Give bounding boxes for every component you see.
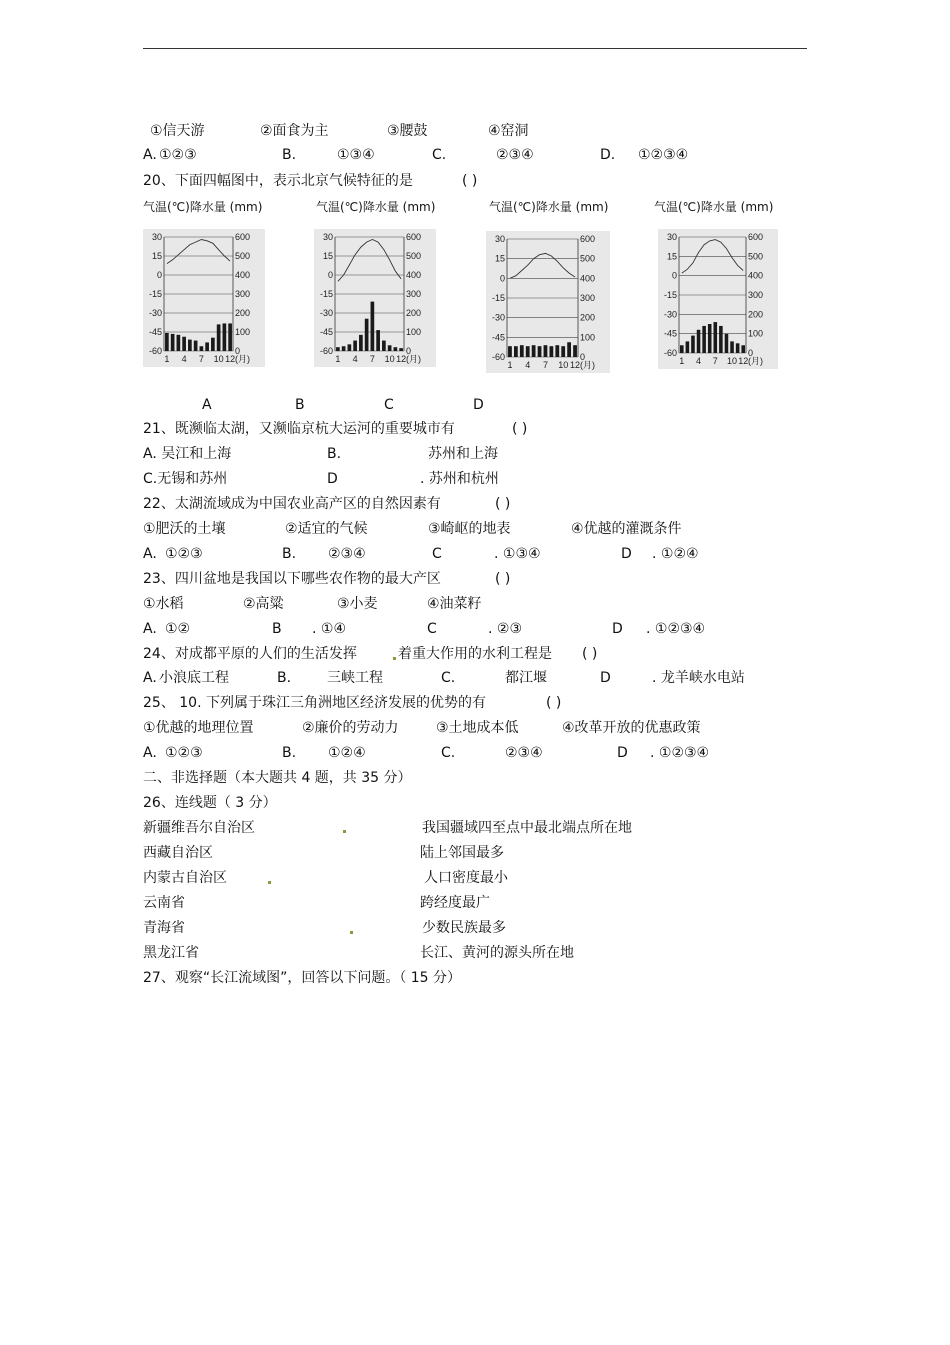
precip-bar (708, 324, 712, 353)
q23-answer-c-letter: C (427, 621, 437, 637)
month-unit-label: (月) (748, 356, 763, 366)
q21-answer-b-text: 苏州和上海 (428, 446, 498, 462)
precip-bar (736, 343, 740, 353)
month-unit-label: (月) (235, 354, 250, 364)
q19-item-2: ②面食为主 (260, 123, 329, 139)
month-unit-label: (月) (406, 354, 421, 364)
q25-answer-a-letter: A. (143, 745, 157, 761)
q23-answer-b-text: . ①④ (312, 621, 347, 637)
q22-answer-d-text: . ①②④ (652, 546, 699, 562)
precip-bar (725, 334, 729, 353)
q22-answer-a-letter: A. (143, 546, 157, 562)
temp-tick-label: -45 (663, 328, 677, 339)
q20-paren: ( ) (462, 173, 478, 189)
q21-answer-a: A. 吴江和上海 (143, 446, 232, 462)
precip-bar (555, 345, 559, 357)
q26-right-6: 长江、黄河的源头所在地 (420, 945, 574, 961)
q22-item-3: ③崎岖的地表 (428, 521, 511, 537)
chart-letter-a: A (202, 397, 212, 413)
temp-tick-label: 15 (666, 251, 677, 262)
precip-tick-label: 0 (748, 348, 754, 358)
q21-answer-c: C.无锡和苏州 (143, 471, 228, 487)
month-tick-label: 7 (369, 354, 375, 364)
precip-tick-label: 100 (235, 327, 251, 337)
precip-bar (719, 326, 723, 353)
precip-bar (520, 345, 524, 357)
chart-d-header: 气温(℃)降水量 (mm) (654, 200, 774, 214)
q26-left-6: 黑龙江省 (143, 945, 199, 961)
q26-right-3: 人口密度最小 (424, 870, 508, 886)
temp-tick-label: 0 (499, 273, 505, 284)
precip-bar (680, 345, 684, 353)
q25-item-2: ②廉价的劳动力 (302, 720, 399, 736)
month-tick-label: 7 (712, 356, 718, 366)
month-tick-label: 4 (525, 360, 531, 370)
q24-answer-d-text: . 龙羊峡水电站 (652, 670, 745, 686)
month-unit-label: (月) (580, 360, 595, 370)
q23-stem: 23、四川盆地是我国以下哪些农作物的最大产区 (143, 571, 441, 587)
precip-tick-label: 500 (748, 251, 764, 262)
temp-tick-label: -60 (491, 352, 505, 362)
precip-tick-label: 0 (235, 346, 241, 356)
temp-tick-label: 0 (671, 270, 677, 281)
precip-bar (205, 342, 209, 351)
precip-tick-label: 300 (580, 293, 596, 303)
q22-answer-a-text: ①②③ (165, 546, 203, 562)
precip-tick-label: 400 (406, 270, 422, 280)
q22-answer-c-letter: C (432, 546, 442, 562)
q24-paren: ( ) (582, 646, 598, 662)
q23-item-1: ①水稻 (143, 596, 184, 612)
precip-tick-label: 300 (406, 289, 422, 299)
q23-answer-b-letter: B (272, 621, 282, 637)
month-tick-label: 10 (558, 360, 569, 370)
precip-bar (526, 346, 530, 357)
q22-item-2: ②适宜的气候 (285, 521, 368, 537)
precip-bar (194, 341, 198, 351)
precip-bar (182, 337, 186, 351)
q25-paren: ( ) (546, 695, 562, 711)
month-tick-label: 12 (570, 360, 581, 370)
q25-item-4: ④改革开放的优惠政策 (562, 720, 701, 736)
q24-answer-b-text: 三峡工程 (327, 670, 383, 686)
precip-tick-label: 200 (748, 309, 764, 320)
precip-bar (573, 345, 577, 357)
q19-answer-c-letter: C. (432, 147, 447, 163)
header-rule (143, 48, 807, 49)
q19-item-3: ③腰鼓 (387, 123, 428, 139)
precip-tick-label: 600 (580, 234, 596, 244)
month-tick-label: 1 (679, 356, 685, 366)
q23-answer-d-text: . ①②③④ (646, 621, 706, 637)
q19-answer-c-text: ②③④ (496, 147, 534, 163)
month-tick-label: 4 (352, 354, 358, 364)
precip-bar (165, 333, 169, 351)
temp-tick-label: 0 (156, 270, 162, 280)
precip-bar (177, 335, 181, 351)
speck-mark (393, 657, 396, 660)
precip-bar (365, 319, 369, 351)
month-tick-label: 12 (225, 354, 236, 364)
precip-bar (348, 344, 352, 351)
temp-tick-label: -30 (319, 308, 333, 318)
precip-bar (376, 330, 380, 351)
temp-tick-label: -15 (491, 293, 505, 303)
precip-bar (171, 334, 175, 351)
month-tick-label: 4 (696, 356, 702, 366)
q26-right-4: 跨经度最广 (420, 895, 490, 911)
precip-tick-label: 600 (406, 232, 422, 242)
speck-mark (268, 881, 271, 884)
precip-tick-label: 500 (235, 251, 251, 261)
climate-chart-b (314, 229, 436, 367)
temp-tick-label: -30 (663, 309, 677, 320)
temp-tick-label: -60 (148, 346, 162, 356)
precip-bar (544, 345, 548, 357)
q26-right-1: 我国疆域四至点中最北端点所在地 (422, 820, 632, 836)
q23-item-3: ③小麦 (337, 596, 378, 612)
month-tick-label: 7 (542, 360, 548, 370)
temp-tick-label: -15 (663, 290, 677, 300)
q23-paren: ( ) (495, 571, 511, 587)
precip-tick-label: 500 (406, 251, 422, 261)
precip-bar (508, 346, 512, 357)
temp-tick-label: -45 (319, 327, 333, 337)
month-tick-label: 10 (213, 354, 224, 364)
q21-paren: ( ) (512, 421, 528, 437)
q25-stem: 25、 10. 下列属于珠江三角洲地区经济发展的优势的有 (143, 695, 486, 711)
q22-answer-c-text: . ①③④ (494, 546, 541, 562)
q26-stem: 26、连线题（ 3 分） (143, 795, 277, 811)
q26-left-5: 青海省 (143, 920, 185, 936)
month-tick-label: 1 (335, 354, 341, 364)
q26-left-3: 内蒙古自治区 (143, 870, 227, 886)
q25-answer-b-text: ①②④ (328, 745, 366, 761)
temp-tick-label: 15 (494, 253, 505, 264)
precip-tick-label: 200 (580, 312, 596, 323)
temp-tick-label: 0 (327, 270, 333, 280)
chart-letter-b: B (295, 397, 305, 413)
temp-tick-label: 15 (151, 251, 162, 261)
precip-tick-label: 600 (748, 232, 764, 242)
chart-b-header: 气温(℃)降水量 (mm) (316, 200, 436, 214)
month-tick-label: 10 (727, 356, 738, 366)
temp-tick-label: 15 (322, 251, 333, 261)
precip-bar (549, 346, 553, 357)
q24-answer-a-letter: A. (143, 670, 157, 686)
q26-left-4: 云南省 (143, 895, 185, 911)
precip-bar (399, 348, 403, 351)
precip-bar (217, 324, 221, 351)
q24-answer-b-letter: B. (277, 670, 292, 686)
temp-tick-label: -60 (663, 348, 677, 358)
precip-bar (394, 347, 398, 351)
precip-bar (691, 336, 695, 353)
precip-tick-label: 100 (748, 328, 764, 339)
precip-tick-label: 200 (235, 308, 251, 318)
month-tick-label: 4 (181, 354, 187, 364)
precip-bar (359, 335, 363, 351)
precip-tick-label: 100 (580, 332, 596, 343)
q25-answer-c-letter: C. (441, 745, 456, 761)
q21-answer-b-letter: B. (327, 446, 342, 462)
temp-tick-label: 30 (151, 232, 162, 242)
month-tick-label: 1 (164, 354, 170, 364)
month-tick-label: 1 (507, 360, 513, 370)
q22-answer-b-text: ②③④ (328, 546, 366, 562)
precip-bar (714, 322, 718, 353)
precip-bar (686, 341, 690, 353)
q23-item-2: ②高粱 (243, 596, 284, 612)
q27-stem: 27、观察“长江流域图”，回答以下问题。（ 15 分） (143, 970, 462, 986)
precip-tick-label: 400 (235, 270, 251, 280)
precip-tick-label: 200 (406, 308, 422, 318)
month-tick-label: 7 (198, 354, 204, 364)
precip-tick-label: 500 (580, 253, 596, 264)
precip-tick-label: 400 (580, 273, 596, 284)
precip-bar (741, 345, 745, 353)
precip-bar (188, 340, 192, 351)
precip-tick-label: 0 (406, 346, 412, 356)
q21-answer-d-letter: D (327, 471, 338, 487)
month-tick-label: 12 (738, 356, 749, 366)
speck-mark (343, 830, 346, 833)
precip-bar (228, 323, 232, 351)
q19-answer-d-text: ①②③④ (638, 147, 689, 163)
q23-answer-c-text: . ②③ (488, 621, 523, 637)
temperature-line (510, 253, 575, 278)
chart-letter-d: D (473, 397, 484, 413)
precip-tick-label: 400 (748, 270, 764, 281)
precip-bar (561, 346, 565, 357)
precip-tick-label: 100 (406, 327, 422, 337)
q19-answer-b-letter: B. (282, 147, 297, 163)
q23-answer-a-text: ①② (165, 621, 191, 637)
precip-bar (567, 342, 571, 357)
temp-tick-label: 30 (666, 232, 677, 242)
q23-item-4: ④油菜籽 (427, 596, 482, 612)
q20-stem: 20、下面四幅图中，表示北京气候特征的是 (143, 173, 413, 189)
q25-answer-a-text: ①②③ (165, 745, 203, 761)
precip-bar (342, 346, 346, 351)
temp-tick-label: -15 (148, 289, 162, 299)
q25-answer-b-letter: B. (282, 745, 297, 761)
q26-right-2: 陆上邻国最多 (420, 845, 504, 861)
precip-bar (538, 346, 542, 357)
q19-answer-b-text: ①③④ (337, 147, 375, 163)
climate-chart-d (658, 229, 778, 369)
climate-chart-c (486, 231, 610, 373)
q19-item-4: ④窑洞 (488, 123, 529, 139)
temp-tick-label: 30 (494, 234, 505, 244)
precip-bar (371, 302, 375, 351)
precip-bar (353, 341, 357, 351)
q19-answer-a-text: ①②③ (159, 147, 197, 163)
q24-stem-part2: 着重大作用的水利工程是 (398, 646, 552, 662)
precip-bar (532, 345, 536, 357)
q25-answer-d-letter: D (617, 745, 628, 761)
q24-answer-d-letter: D (600, 670, 611, 686)
q19-answer-a-letter: A. (143, 147, 157, 163)
q26-left-2: 西藏自治区 (143, 845, 213, 861)
temp-tick-label: -45 (148, 327, 162, 337)
temp-tick-label: -45 (491, 332, 505, 343)
q24-answer-a-text: 小浪底工程 (159, 670, 229, 686)
chart-a-header: 气温(℃)降水量 (mm) (143, 200, 263, 214)
month-tick-label: 10 (384, 354, 395, 364)
temp-tick-label: -30 (148, 308, 162, 318)
month-tick-label: 12 (396, 354, 407, 364)
temperature-line (167, 240, 230, 264)
q19-item-1: ①信天游 (150, 123, 205, 139)
precip-bar (730, 341, 734, 353)
q25-answer-d-text: . ①②③④ (650, 745, 710, 761)
q24-stem-part1: 24、对成都平原的人们的生活发挥 (143, 646, 357, 662)
q23-answer-d-letter: D (612, 621, 623, 637)
q23-answer-a-letter: A. (143, 621, 157, 637)
q22-answer-d-letter: D (621, 546, 632, 562)
precip-tick-label: 300 (235, 289, 251, 299)
temp-tick-label: 30 (322, 232, 333, 242)
precip-bar (223, 323, 227, 351)
precip-tick-label: 0 (580, 352, 586, 362)
q22-stem: 22、太湖流域成为中国农业高产区的自然因素有 (143, 496, 441, 512)
q19-answer-d-letter: D. (600, 147, 616, 163)
temp-tick-label: -15 (319, 289, 333, 299)
speck-mark (350, 931, 353, 934)
q22-item-1: ①肥沃的土壤 (143, 521, 226, 537)
q22-answer-b-letter: B. (282, 546, 297, 562)
q25-item-3: ③土地成本低 (436, 720, 519, 736)
q22-paren: ( ) (495, 496, 511, 512)
q25-item-1: ①优越的地理位置 (143, 720, 254, 736)
precip-bar (697, 330, 701, 353)
section-2-title: 二、非选择题（本大题共 4 题，共 35 分） (143, 770, 412, 786)
q22-item-4: ④优越的灌溉条件 (571, 521, 682, 537)
precip-bar (388, 345, 392, 351)
q26-right-5: 少数民族最多 (422, 920, 506, 936)
precip-tick-label: 300 (748, 290, 764, 300)
precip-bar (336, 347, 340, 351)
q24-answer-c-text: 都江堰 (505, 670, 547, 686)
precip-bar (702, 326, 706, 353)
q25-answer-c-text: ②③④ (505, 745, 543, 761)
chart-letter-c: C (384, 397, 394, 413)
precip-bar (200, 346, 204, 351)
q24-answer-c-letter: C. (441, 670, 456, 686)
precip-bar (514, 346, 518, 357)
precip-tick-label: 600 (235, 232, 251, 242)
q26-left-1: 新疆维吾尔自治区 (143, 820, 255, 836)
temp-tick-label: -30 (491, 312, 505, 323)
precip-bar (211, 338, 215, 351)
q21-answer-d-text: . 苏州和杭州 (420, 471, 499, 487)
precip-bar (382, 341, 386, 351)
chart-c-header: 气温(℃)降水量 (mm) (489, 200, 609, 214)
temp-tick-label: -60 (319, 346, 333, 356)
climate-chart-a (143, 229, 265, 367)
q21-stem: 21、既濒临太湖，又濒临京杭大运河的重要城市有 (143, 421, 455, 437)
